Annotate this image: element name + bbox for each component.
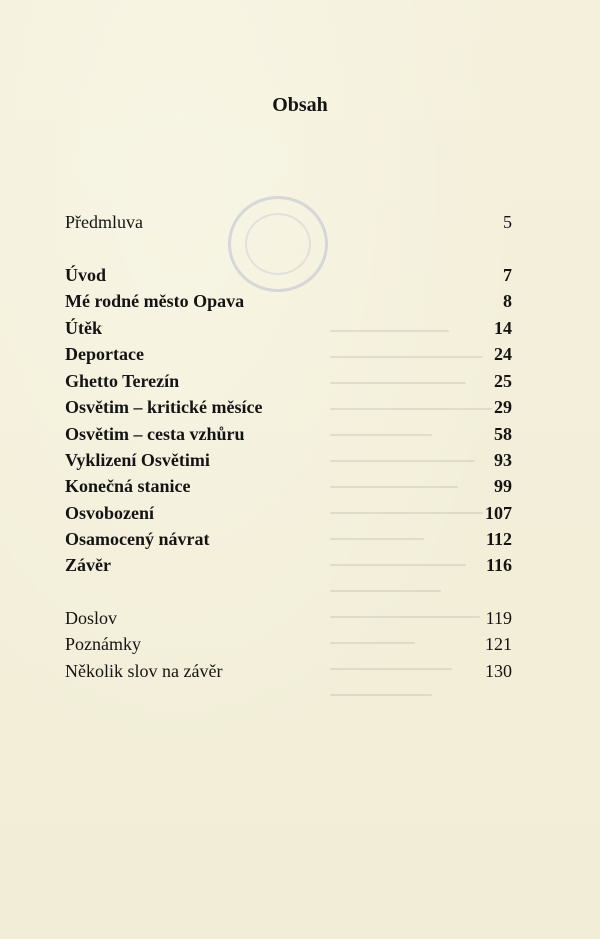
toc-entry-chapter bbox=[65, 422, 512, 446]
toc-entry-page: 25 bbox=[494, 371, 512, 391]
toc-entry-chapter bbox=[65, 263, 512, 287]
toc-entry-back bbox=[65, 659, 512, 683]
toc-entry-page: 58 bbox=[494, 424, 512, 444]
toc-entry-page: 8 bbox=[503, 291, 512, 311]
page-title: Obsah bbox=[272, 94, 328, 116]
toc-entry-label: Osamocený návrat bbox=[65, 529, 210, 549]
toc-entry-page: 116 bbox=[485, 555, 512, 575]
toc-entry-label: Doslov bbox=[65, 608, 118, 628]
toc-entry-label: Závěr bbox=[65, 555, 111, 575]
toc-entry-chapter bbox=[65, 289, 512, 313]
toc-entry-front bbox=[65, 210, 512, 234]
toc-entry-page: 29 bbox=[494, 397, 512, 417]
toc-entry-page: 112 bbox=[485, 529, 512, 549]
toc-entry-page: 99 bbox=[494, 476, 512, 496]
toc-entry-label: Vyklizení Osvětimi bbox=[65, 450, 210, 470]
toc-entry-page: 130 bbox=[485, 661, 512, 681]
toc-entry-page: 5 bbox=[503, 212, 512, 232]
toc-entry-chapter bbox=[65, 448, 512, 472]
toc-entry-label: Deportace bbox=[65, 344, 144, 364]
toc-entry-label: Poznámky bbox=[65, 634, 141, 654]
toc-entry-page: 121 bbox=[485, 634, 512, 654]
toc-entry-chapter bbox=[65, 553, 512, 577]
toc-entry-chapter bbox=[65, 395, 512, 419]
toc-entry-chapter bbox=[65, 501, 512, 525]
toc-entry-label: Mé rodné město Opava bbox=[65, 291, 245, 311]
toc-entry-label: Úvod bbox=[65, 265, 107, 285]
toc-entry-chapter bbox=[65, 527, 512, 551]
toc-entry-label: Osvětim – cesta vzhůru bbox=[65, 424, 245, 444]
toc-entry-label: Konečná stanice bbox=[65, 476, 191, 496]
toc-entry-label: Osvobození bbox=[65, 503, 155, 523]
toc-entry-label: Několik slov na závěr bbox=[65, 661, 223, 681]
toc-entry-page: 14 bbox=[494, 318, 512, 338]
toc-entry-label: Ghetto Terezín bbox=[65, 371, 180, 391]
toc-entry-page: 93 bbox=[494, 450, 512, 470]
toc-entry-page: 7 bbox=[503, 265, 512, 285]
toc-entry-back bbox=[65, 632, 512, 656]
toc-entry-page: 107 bbox=[485, 503, 512, 523]
toc-entry-page: 119 bbox=[485, 608, 512, 628]
toc-entry-back bbox=[65, 606, 512, 630]
toc-entry-page: 24 bbox=[494, 344, 512, 364]
toc-entry-chapter bbox=[65, 369, 512, 393]
toc-entry-chapter bbox=[65, 316, 512, 340]
toc-entry-label: Osvětim – kritické měsíce bbox=[65, 397, 263, 417]
toc-entry-label: Předmluva bbox=[65, 212, 143, 232]
toc-entry-chapter bbox=[65, 474, 512, 498]
toc-entry-chapter bbox=[65, 342, 512, 366]
toc-entry-label: Útěk bbox=[65, 318, 102, 338]
